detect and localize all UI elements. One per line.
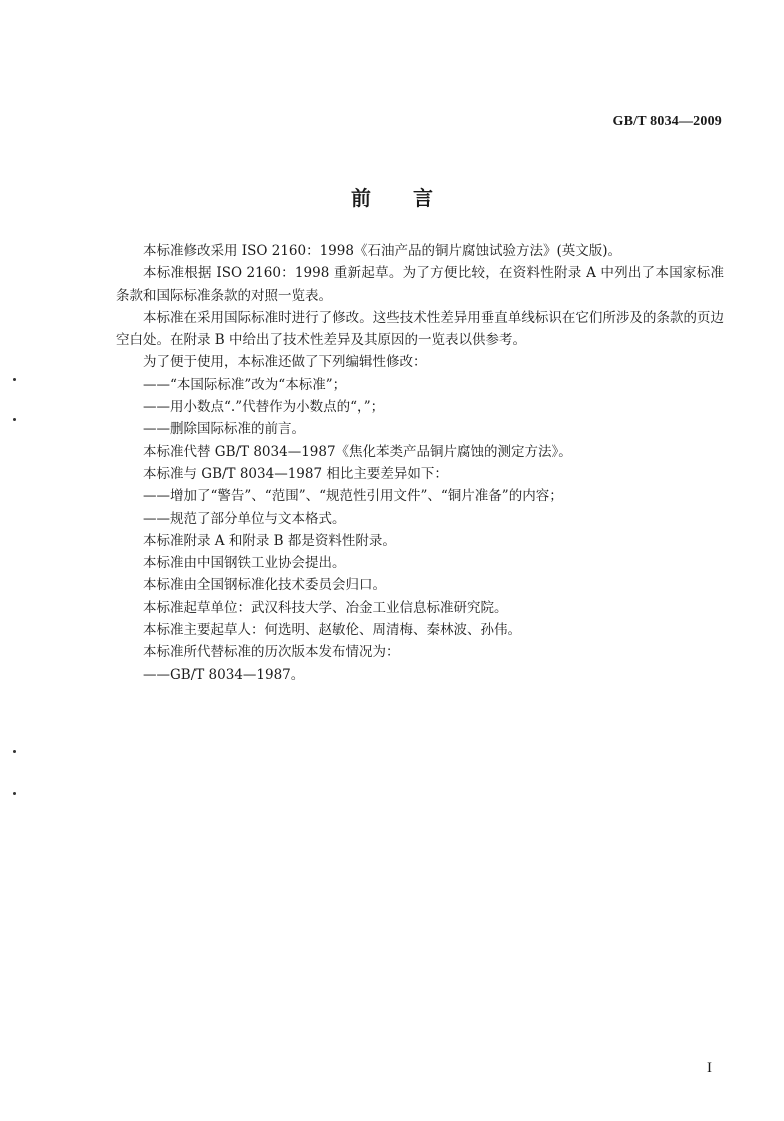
paragraph-editorial-intro: 为了便于使用，本标准还做了下列编辑性修改： bbox=[143, 354, 427, 371]
list-item: ——“本国际标准”改为“本标准”； bbox=[143, 376, 347, 393]
page-number: I bbox=[707, 1060, 712, 1076]
paragraph-modification: 本标准在采用国际标准时进行了修改。这些技术性差异用垂直单线标识在它们所涉及的条款的页边空白处。在附录 B 中给出了技术性差异及其原因的一览表以供参考。 bbox=[116, 309, 724, 349]
paragraph-history-intro: 本标准所代替标准的历次版本发布情况为： bbox=[143, 644, 400, 661]
paragraph-replaces: 本标准代替 GB/T 8034—1987《焦化苯类产品铜片腐蚀的测定方法》。 bbox=[143, 443, 572, 460]
list-item: ——删除国际标准的前言。 bbox=[143, 421, 305, 438]
scan-speck bbox=[13, 378, 16, 381]
list-item: ——用小数点“.”代替作为小数点的“，”； bbox=[143, 399, 385, 416]
preface-body bbox=[116, 240, 724, 686]
paragraph-proposed-by: 本标准由中国钢铁工业协会提出。 bbox=[143, 555, 346, 572]
page-title: 前言 bbox=[351, 186, 475, 210]
standard-number: GB/T 8034—2009 bbox=[612, 114, 722, 129]
scan-speck bbox=[13, 750, 16, 753]
paragraph-adoption: 本标准修改采用 ISO 2160：1998《石油产品的铜片腐蚀试验方法》(英文版)。 bbox=[143, 243, 621, 259]
paragraph-drafters: 本标准主要起草人：何选明、赵敏伦、周清梅、秦林波、孙伟。 bbox=[143, 622, 521, 639]
scan-speck bbox=[13, 792, 16, 795]
paragraph-redrafting: 本标准根据 ISO 2160：1998 重新起草。为了方便比较，在资料性附录 A 中列出了本国家标准条款和国际标准条款的对照一览表。 bbox=[116, 265, 724, 304]
list-item: ——规范了部分单位与文本格式。 bbox=[143, 510, 346, 527]
list-item: ——GB/T 8034—1987。 bbox=[143, 666, 305, 683]
paragraph-centralized-by: 本标准由全国钢标准化技术委员会归口。 bbox=[143, 577, 386, 594]
scan-speck bbox=[13, 418, 16, 421]
paragraph-drafting-units: 本标准起草单位：武汉科技大学、冶金工业信息标准研究院。 bbox=[143, 599, 508, 616]
list-item: ——增加了“警告”、“范围”、“规范性引用文件”、“铜片准备”的内容； bbox=[143, 488, 563, 505]
paragraph-differences-intro: 本标准与 GB/T 8034—1987 相比主要差异如下： bbox=[143, 465, 448, 482]
paragraph-annexes: 本标准附录 A 和附录 B 都是资料性附录。 bbox=[143, 532, 396, 549]
